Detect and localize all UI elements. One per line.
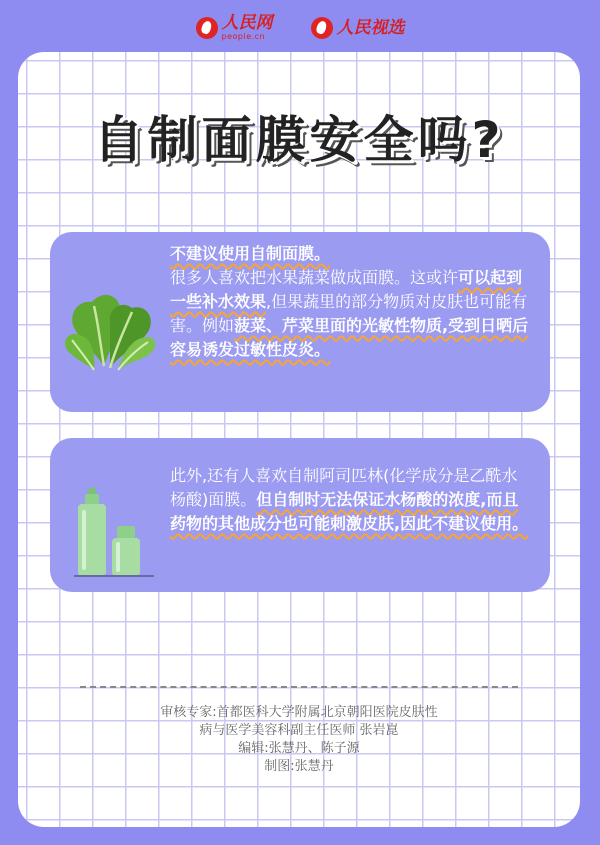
people-vision-logo-icon [311, 17, 333, 39]
card1-segment-0: 不建议使用自制面膜。 [170, 244, 331, 263]
card1-text [170, 242, 530, 362]
brand-people-sub: people.cn [221, 32, 266, 41]
brand-people-vision[interactable] [311, 17, 405, 39]
cosmetic-bottles-icon [74, 486, 154, 578]
page-title: 自制面膜安全吗? [93, 111, 505, 169]
people-logo-icon [196, 17, 218, 39]
card2-segment-1: 但自制时无法保证水杨酸的浓度,而且药物的其他成分也可能刺激皮肤,因此不建议使用。 [170, 490, 529, 533]
card1-segment-2: 可以起到一些补水效果 [170, 268, 523, 311]
credits-divider [80, 686, 518, 688]
card2-text [170, 464, 530, 536]
header [0, 8, 600, 48]
content-sheet [18, 52, 580, 827]
brand-people-name: 人民网 [221, 13, 273, 33]
brand-people-vision-name: 人民视选 [336, 17, 405, 38]
credits [18, 704, 580, 776]
card2-segment-0: 此外,还有人喜欢自制阿司匹林(化学成分是乙酰水杨酸)面膜。 [170, 466, 518, 509]
card1-segment-3: ,但果蔬里的部分物质对皮肤也可能有害。例如 [170, 292, 528, 335]
leafy-vegetable-icon [64, 282, 160, 372]
brand-people[interactable] [196, 15, 273, 41]
credits-reviewer-line1: 审核专家:首都医科大学附属北京朝阳医院皮肤性 [160, 705, 438, 720]
card1-segment-1: 很多人喜欢把水果蔬菜做成面膜。这或许 [170, 268, 459, 287]
credits-reviewer-line2: 病与医学美容科副主任医师 张岩崑 [199, 723, 399, 738]
credits-editor: 编辑:张慧丹、陈子源 [238, 741, 360, 756]
credits-illustrator: 制图:张慧丹 [264, 759, 334, 774]
info-card-homemade-mask [50, 232, 550, 412]
info-card-aspirin-mask [50, 438, 550, 592]
card1-segment-4: 菠菜、芹菜里面的光敏性物质,受到日晒后容易诱发过敏性皮炎。 [170, 316, 529, 359]
